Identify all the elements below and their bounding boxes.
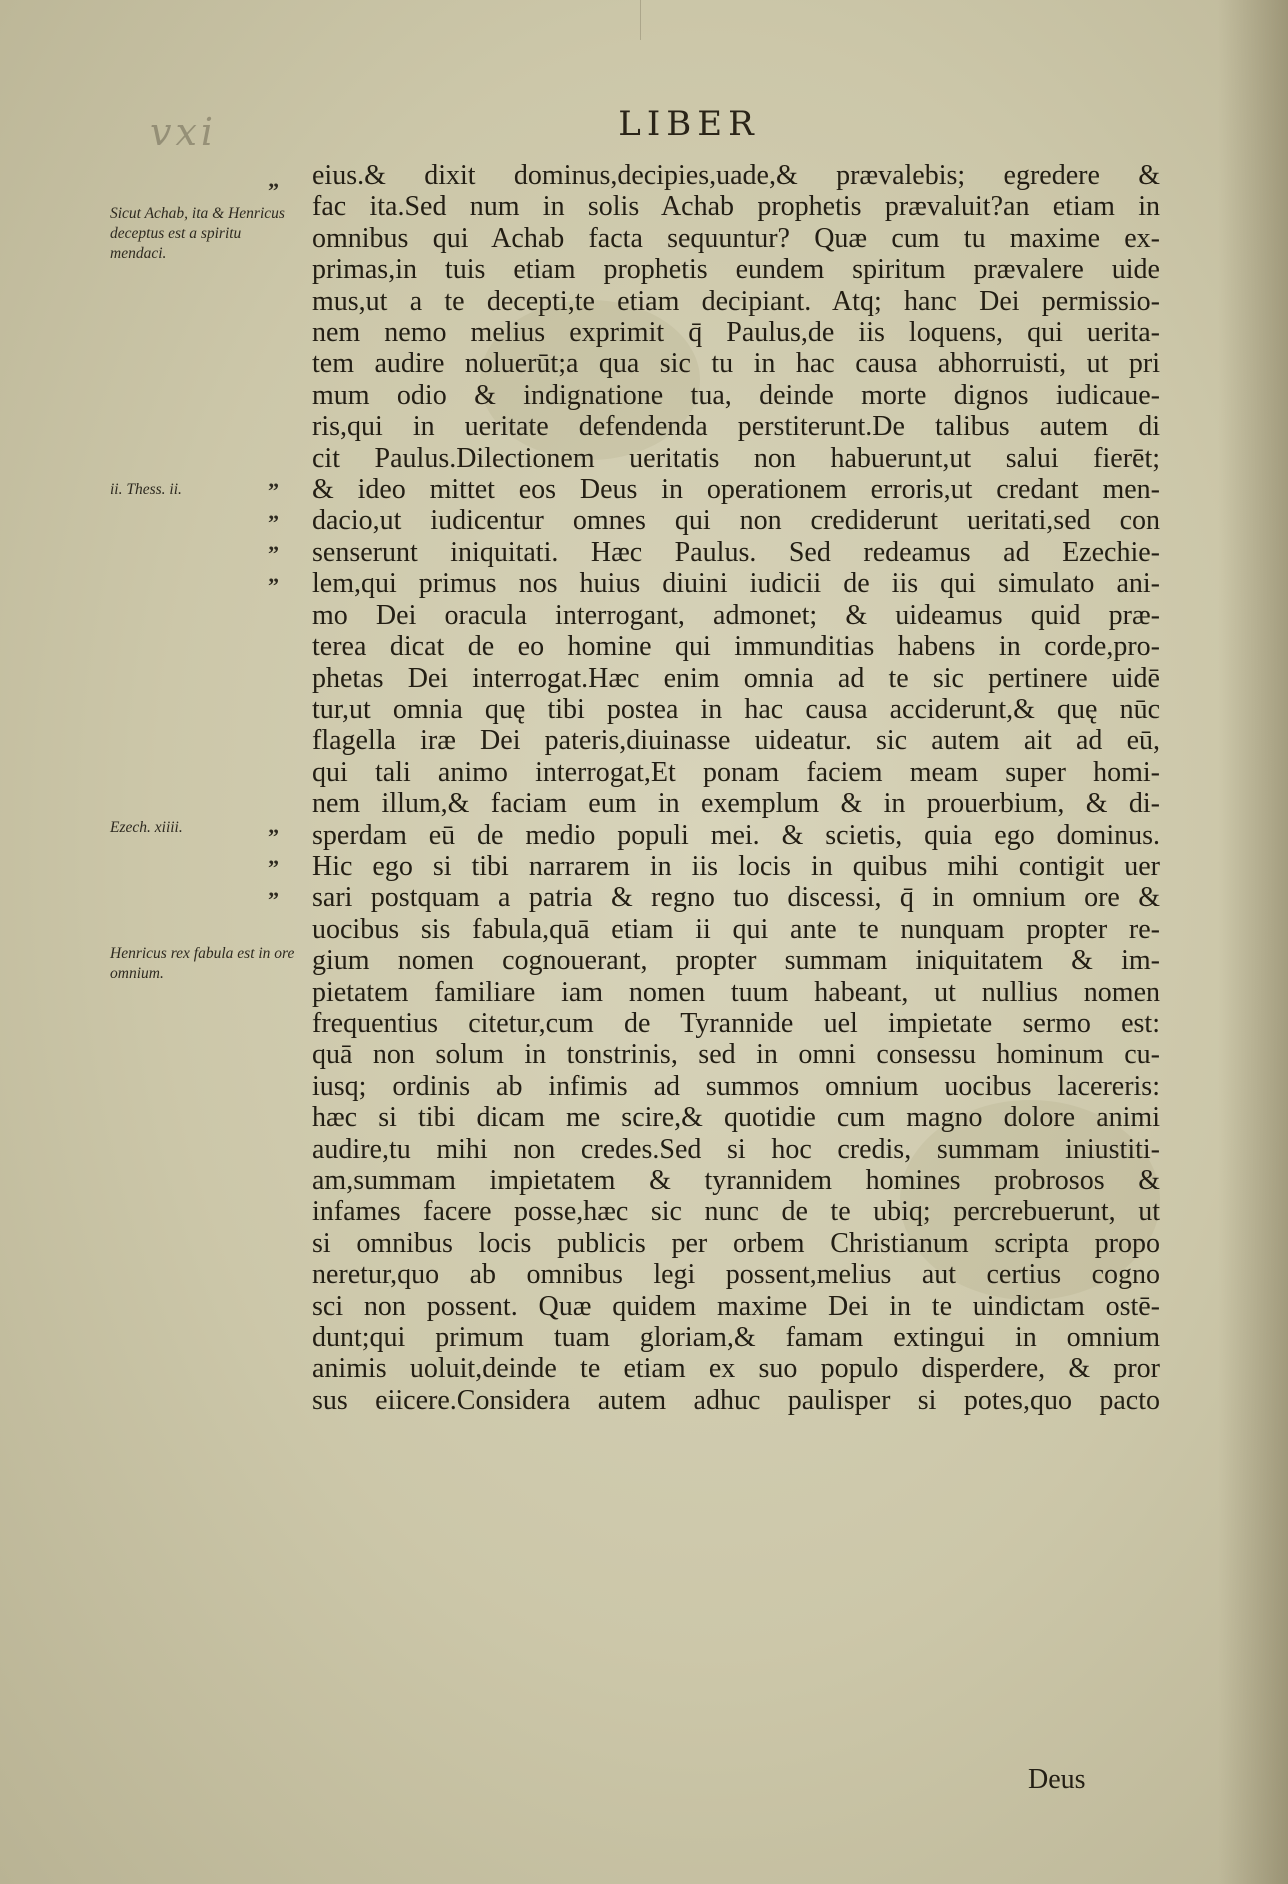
text-line: primas,in tuis etiam prophetis eundem spiritum prævalere uide — [312, 254, 1160, 286]
text-line: frequentius citetur,cum de Tyrannide uel impietate sermo est: — [312, 1007, 1160, 1039]
text-line: neretur,quo ab omnibus legi possent,melius aut certius cogno — [312, 1259, 1160, 1291]
text-line: dacio,ut iudicentur omnes qui non crediderunt ueritati,sed con — [312, 505, 1160, 537]
text-line: am,summam impietatem & tyrannidem homines probrosos & — [312, 1165, 1160, 1196]
text-line: sperdam eū de medio populi mei. & scietis, quia ego dominus. — [312, 819, 1160, 851]
page-edge-shadow — [1218, 0, 1288, 1884]
text-line: hæc si tibi dicam me scire,& quotidie cum magno dolore animi — [312, 1102, 1160, 1134]
text-line: & ideo mittet eos Deus in operationem erroris,ut credant men- — [312, 474, 1160, 506]
text-line: mum odio & indignatione tua, deinde morte dignos iudicaue- — [312, 379, 1160, 411]
body-text — [312, 160, 1160, 1416]
text-line: mus,ut a te decepti,te etiam decipiant. Atq; hanc Dei permissio- — [312, 285, 1160, 317]
running-head: LIBER — [618, 104, 760, 144]
marginal-note: Ezech. xiiii. — [110, 819, 183, 836]
quote-mark: ” — [268, 178, 279, 203]
text-line: phetas Dei interrogat.Hæc enim omnia ad te sic pertinere uidē — [312, 662, 1160, 694]
quote-mark: ” — [268, 887, 279, 912]
text-line: omnibus qui Achab facta sequuntur? Quæ cum tu maxime ex- — [312, 222, 1160, 254]
text-line: si omnibus locis publicis per orbem Christianum scripta propo — [312, 1227, 1160, 1259]
catchword: Deus — [1028, 1764, 1086, 1795]
text-line: cit Paulus.Dilectionem ueritatis non habuerunt,ut salui fierēt; — [312, 442, 1160, 474]
marginal-note: ii. Thess. ii. — [110, 481, 182, 498]
quote-mark: ” — [268, 855, 279, 880]
text-line: gium nomen cognouerant, propter summam iniquitatem & im- — [312, 945, 1160, 977]
text-line: nem illum,& faciam eum in exemplum & in prouerbium, & di- — [312, 788, 1160, 820]
text-line: audire,tu mihi non credes.Sed si hoc credis, summam iniustiti- — [312, 1133, 1160, 1165]
text-line: uocibus sis fabula,quā etiam ii qui ante te nunquam propter re- — [312, 913, 1160, 945]
text-line: eius.& dixit dominus,decipies,uade,& prævalebis; egredere & — [312, 160, 1160, 191]
text-line: tem audire noluerūt;a qua sic tu in hac causa abhorruisti, ut pri — [312, 348, 1160, 380]
quote-mark: ” — [268, 478, 279, 503]
text-line: terea dicat de eo homine qui immunditias habens in corde,pro- — [312, 631, 1160, 663]
page-crease — [640, 0, 641, 40]
quote-mark: ” — [268, 573, 279, 598]
text-line: mo Dei oracula interrogant, admonet; & uideamus quid præ- — [312, 599, 1160, 631]
text-line: quā non solum in tonstrinis, sed in omni consessu hominum cu- — [312, 1039, 1160, 1071]
text-line: ris,qui in ueritate defendenda perstiterunt.De talibus autem di — [312, 411, 1160, 443]
text-line: iusq; ordinis ab infimis ad summos omnium uocibus lacereris: — [312, 1070, 1160, 1102]
text-line: nem nemo melius exprimit q̄ Paulus,de iis loquens, qui uerita- — [312, 317, 1160, 349]
text-line: Hic ego si tibi narrarem in iis locis in quibus mihi contigit uer — [312, 850, 1160, 882]
text-line: lem,qui primus nos huius diuini iudicii de iis qui simulato ani- — [312, 568, 1160, 600]
text-line: tur,ut omnia quę tibi postea in hac causa acciderunt,& quę nūc — [312, 693, 1160, 725]
text-line: infames facere posse,hæc sic nunc de te ubiq; percrebuerunt, ut — [312, 1196, 1160, 1228]
marginal-note: Sicut Achab, ita & Henricus deceptus est a spiritu mendaci. — [110, 205, 285, 262]
text-line: qui tali animo interrogat,Et ponam faciem meam super homi- — [312, 756, 1160, 788]
quote-mark: ” — [268, 510, 279, 535]
text-line: sari postquam a patria & regno tuo discessi, q̄ in omnium ore & — [312, 882, 1160, 914]
quote-mark: ” — [268, 541, 279, 566]
text-line: fac ita.Sed num in solis Achab prophetis prævaluit?an etiam in — [312, 191, 1160, 223]
marginal-note: Henricus rex fabula est in ore omnium. — [110, 945, 295, 982]
text-line: senserunt iniquitati. Hæc Paulus. Sed redeamus ad Ezechie- — [312, 536, 1160, 568]
text-line: animis uoluit,deinde te etiam ex suo populo disperdere, & pror — [312, 1353, 1160, 1385]
text-line: sci non possent. Quæ quidem maxime Dei in te uindictam ostē- — [312, 1290, 1160, 1322]
text-line: dunt;qui primum tuam gloriam,& famam extingui in omnium — [312, 1322, 1160, 1354]
quote-mark: ” — [268, 824, 279, 849]
text-line: flagella iræ Dei pateris,diuinasse uideatur. sic autem ait ad eū, — [312, 725, 1160, 757]
text-line: pietatem familiare iam nomen tuum habeant, ut nullius nomen — [312, 976, 1160, 1008]
folio-mark: vxi — [150, 110, 218, 154]
text-line: sus eiicere.Considera autem adhuc paulisper si potes,quo pacto — [312, 1384, 1160, 1416]
